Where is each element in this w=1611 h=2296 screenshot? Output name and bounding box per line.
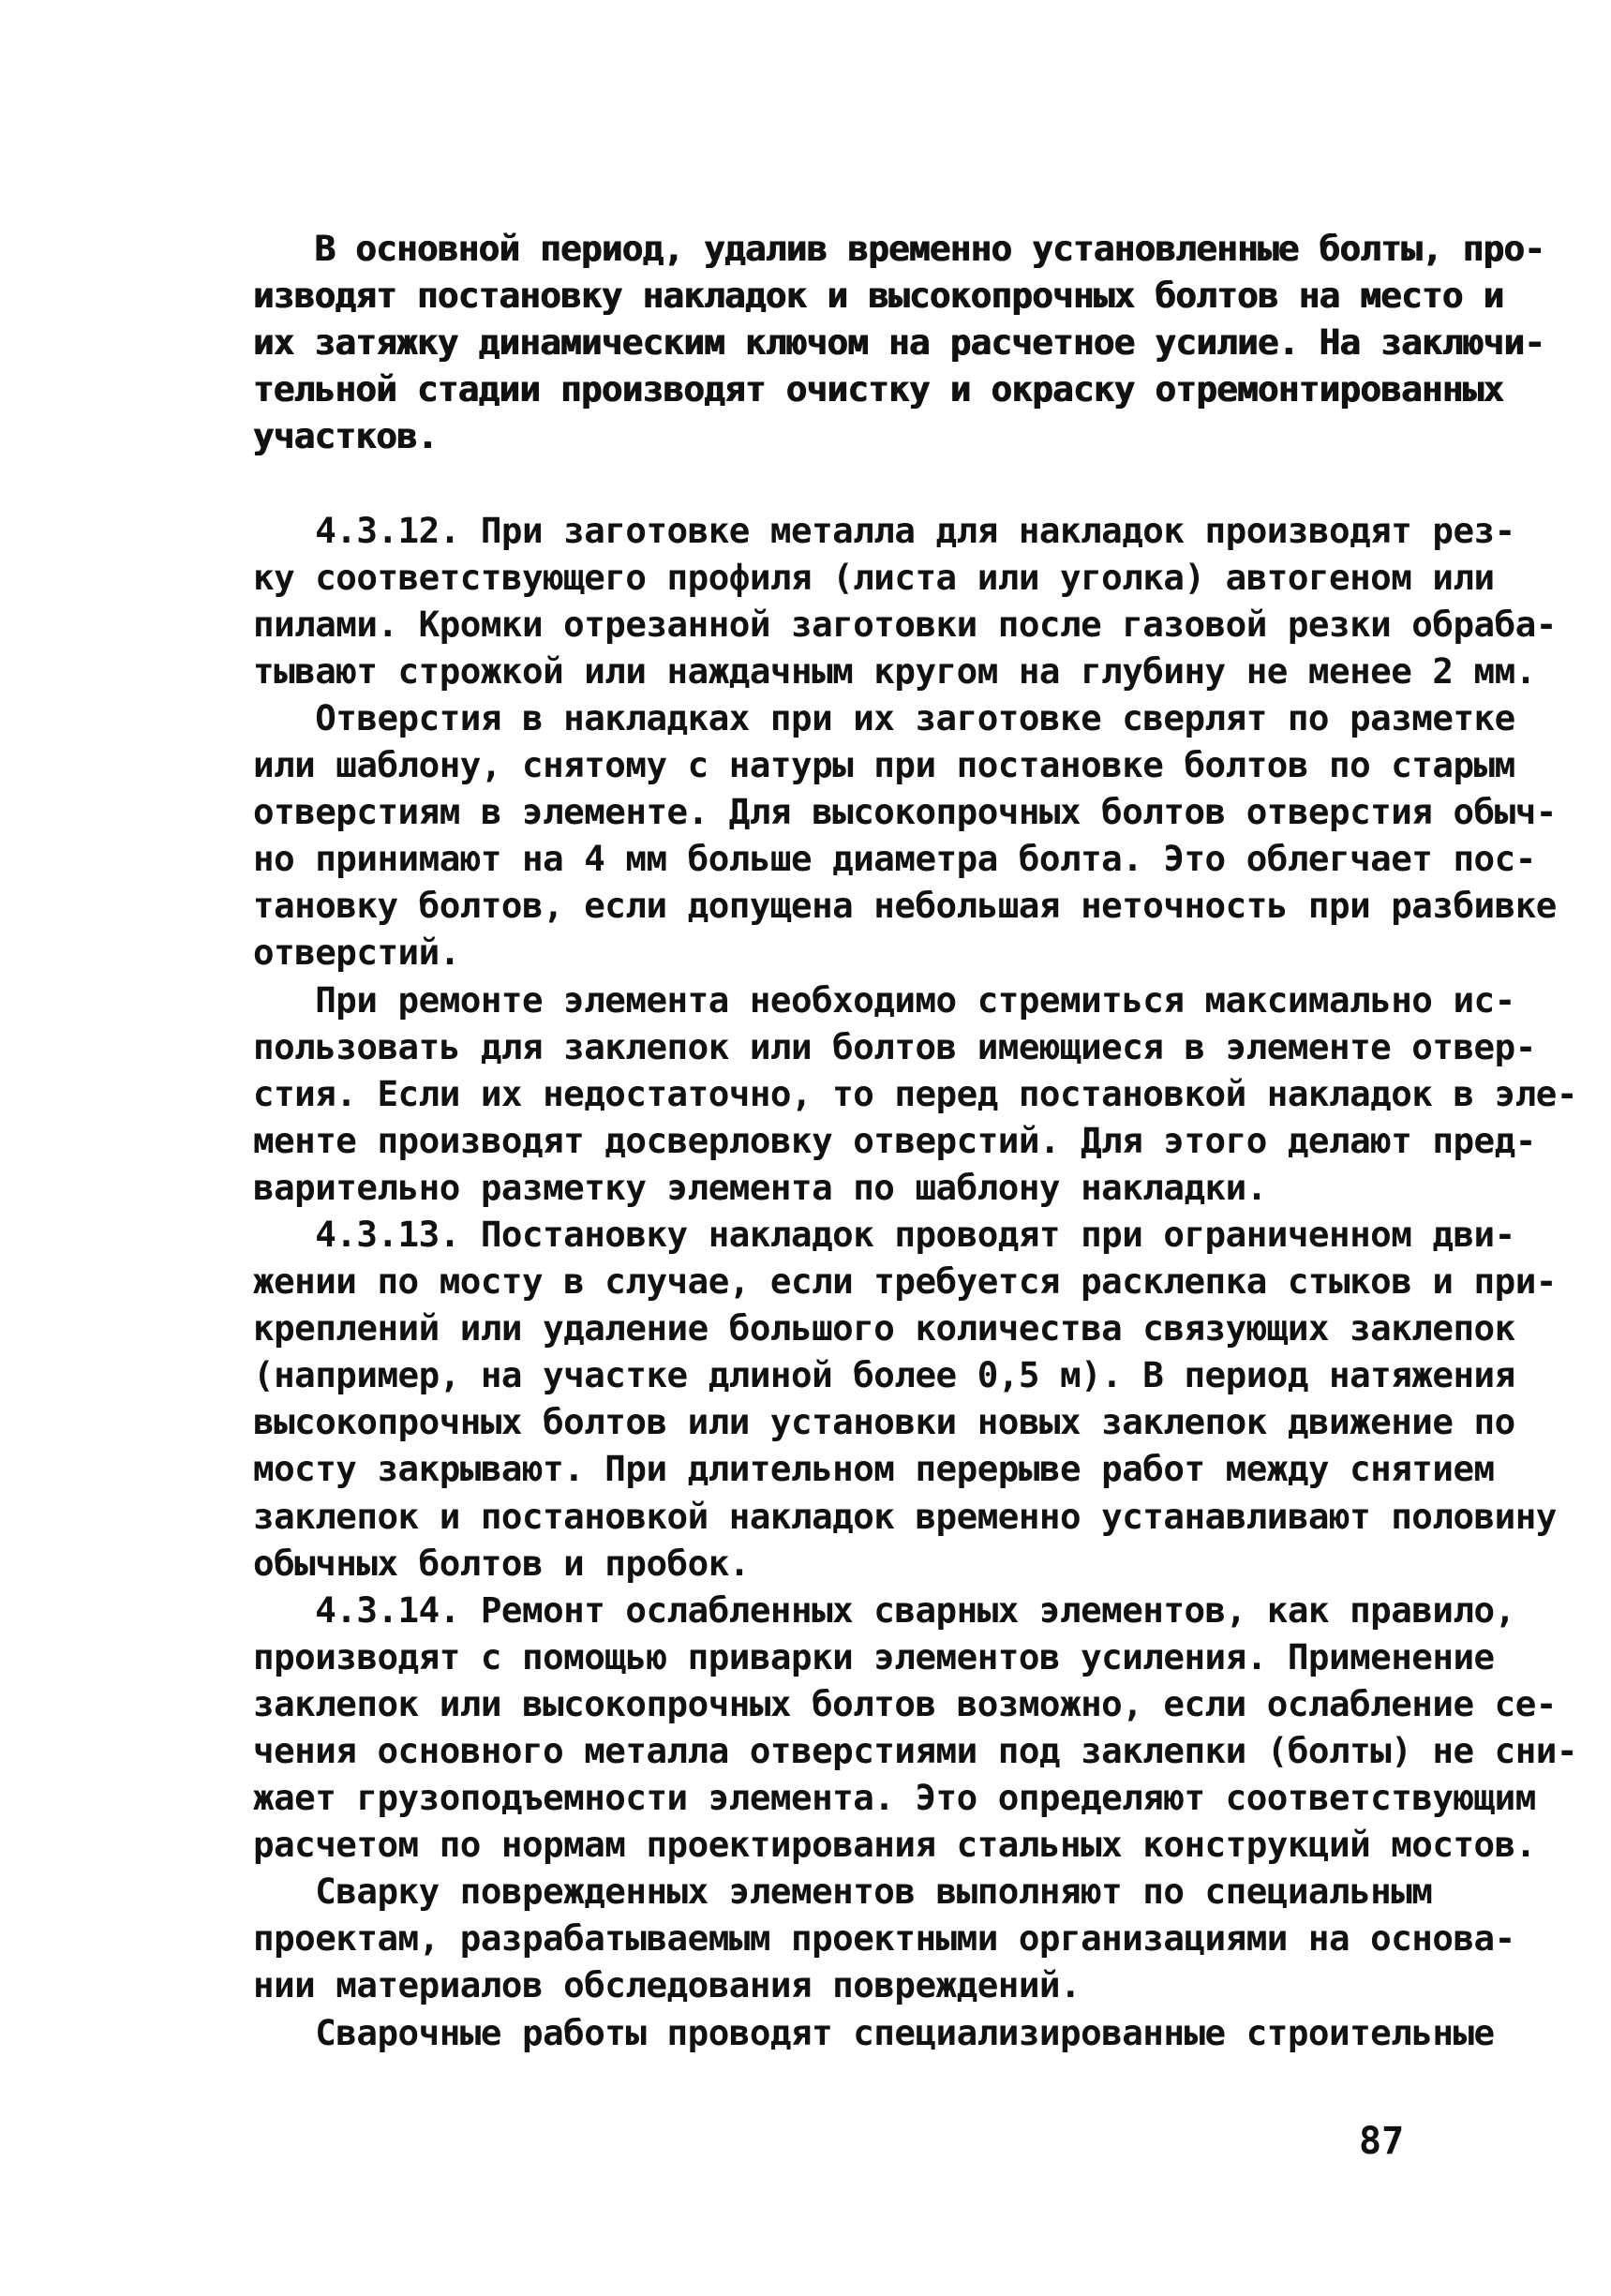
text-line: варительно разметку элемента по шаблону накладки. bbox=[253, 1166, 1267, 1208]
text-line: чения основного металла отверстиями под заклепки (болты) не сни- bbox=[253, 1730, 1577, 1771]
text-line: проектам, разрабатываемым проектными организациями на основа- bbox=[253, 1917, 1515, 1960]
text-line: но принимают на 4 мм больше диаметра болта. Это облегчает пос- bbox=[253, 838, 1536, 880]
text-line: мосту закрывают. При длительном перерыве работ между снятием bbox=[253, 1448, 1495, 1490]
text-line: В основной период, удалив временно установленные болты, про- bbox=[253, 228, 1545, 269]
text-line: (например, на участке длиной более 0,5 м). В период натяжения bbox=[253, 1354, 1515, 1396]
text-line: креплений или удаление большого количества связующих заклепок bbox=[253, 1307, 1515, 1349]
text-line: тывают строжкой или наждачным кругом на глубину не менее 2 мм. bbox=[253, 649, 1536, 692]
text-line: тановку болтов, если допущена небольшая неточность при разбивке bbox=[253, 885, 1557, 927]
text-line: При ремонте элемента необходимо стремиться максимально ис- bbox=[253, 978, 1515, 1021]
text-line: 4.3.14. Ремонт ослабленных сварных элементов, как правило, bbox=[253, 1588, 1515, 1631]
text-line: обычных болтов и пробок. bbox=[253, 1542, 750, 1584]
text-line: Отверстия в накладках при их заготовке сверлят по разметке bbox=[253, 696, 1515, 738]
text-line: отверстиям в элементе. Для высокопрочных болтов отверстия обыч- bbox=[253, 791, 1557, 833]
text-line: их затяжку динамическим ключом на расчетное усилие. На заключи- bbox=[253, 321, 1545, 364]
text-line: заклепок или высокопрочных болтов возможно, если ослабление се- bbox=[253, 1682, 1557, 1724]
text-line: 4.3.13. Постановку накладок проводят при ограниченном дви- bbox=[253, 1213, 1515, 1255]
text-line: ку соответствующего профиля (листа или уголка) автогеном или bbox=[253, 556, 1495, 598]
text-line bbox=[253, 459, 1443, 506]
text-line: высокопрочных болтов или установки новых заклепок движение по bbox=[253, 1401, 1515, 1443]
text-line: стия. Если их недостаточно, то перед постановкой накладок в эле- bbox=[253, 1072, 1577, 1114]
text-line: нии материалов обследования повреждений. bbox=[253, 1964, 1081, 2006]
text-line: расчетом по нормам проектирования стальных конструкций мостов. bbox=[253, 1824, 1536, 1866]
text-line: или шаблону, снятому с натуры при постановке болтов по старым bbox=[253, 744, 1515, 786]
text-line: Сварочные работы проводят специализированные строительные bbox=[253, 2011, 1495, 2053]
text-line: отверстий. bbox=[253, 932, 460, 974]
text-line: изводят постановку накладок и высокопрочных болтов на место и bbox=[253, 275, 1504, 317]
page-number: 87 bbox=[1359, 2120, 1405, 2163]
text-line: тельной стадии производят очистку и окраску отремонтированных bbox=[253, 368, 1504, 410]
text-line: пользовать для заклепок или болтов имеющиеся в элементе отвер- bbox=[253, 1025, 1536, 1067]
document-body bbox=[253, 225, 1577, 2056]
text-line: пилами. Кромки отрезанной заготовки после газовой резки обраба- bbox=[253, 603, 1557, 645]
text-line: жении по мосту в случае, если требуется расклепка стыков и при- bbox=[253, 1260, 1557, 1303]
text-line: 4.3.12. При заготовке металла для накладок производят рез- bbox=[253, 509, 1515, 551]
text-line: жает грузоподъемности элемента. Это определяют соответствующим bbox=[253, 1777, 1536, 1819]
text-line: участков. bbox=[253, 415, 438, 457]
text-line: заклепок и постановкой накладок временно устанавливают половину bbox=[253, 1495, 1557, 1537]
text-line: менте производят досверловку отверстий. Для этого делают пред- bbox=[253, 1119, 1536, 1161]
text-line: Сварку поврежденных элементов выполняют по специальным bbox=[253, 1871, 1433, 1913]
text-line: производят с помощью приварки элементов усиления. Применение bbox=[253, 1635, 1495, 1677]
